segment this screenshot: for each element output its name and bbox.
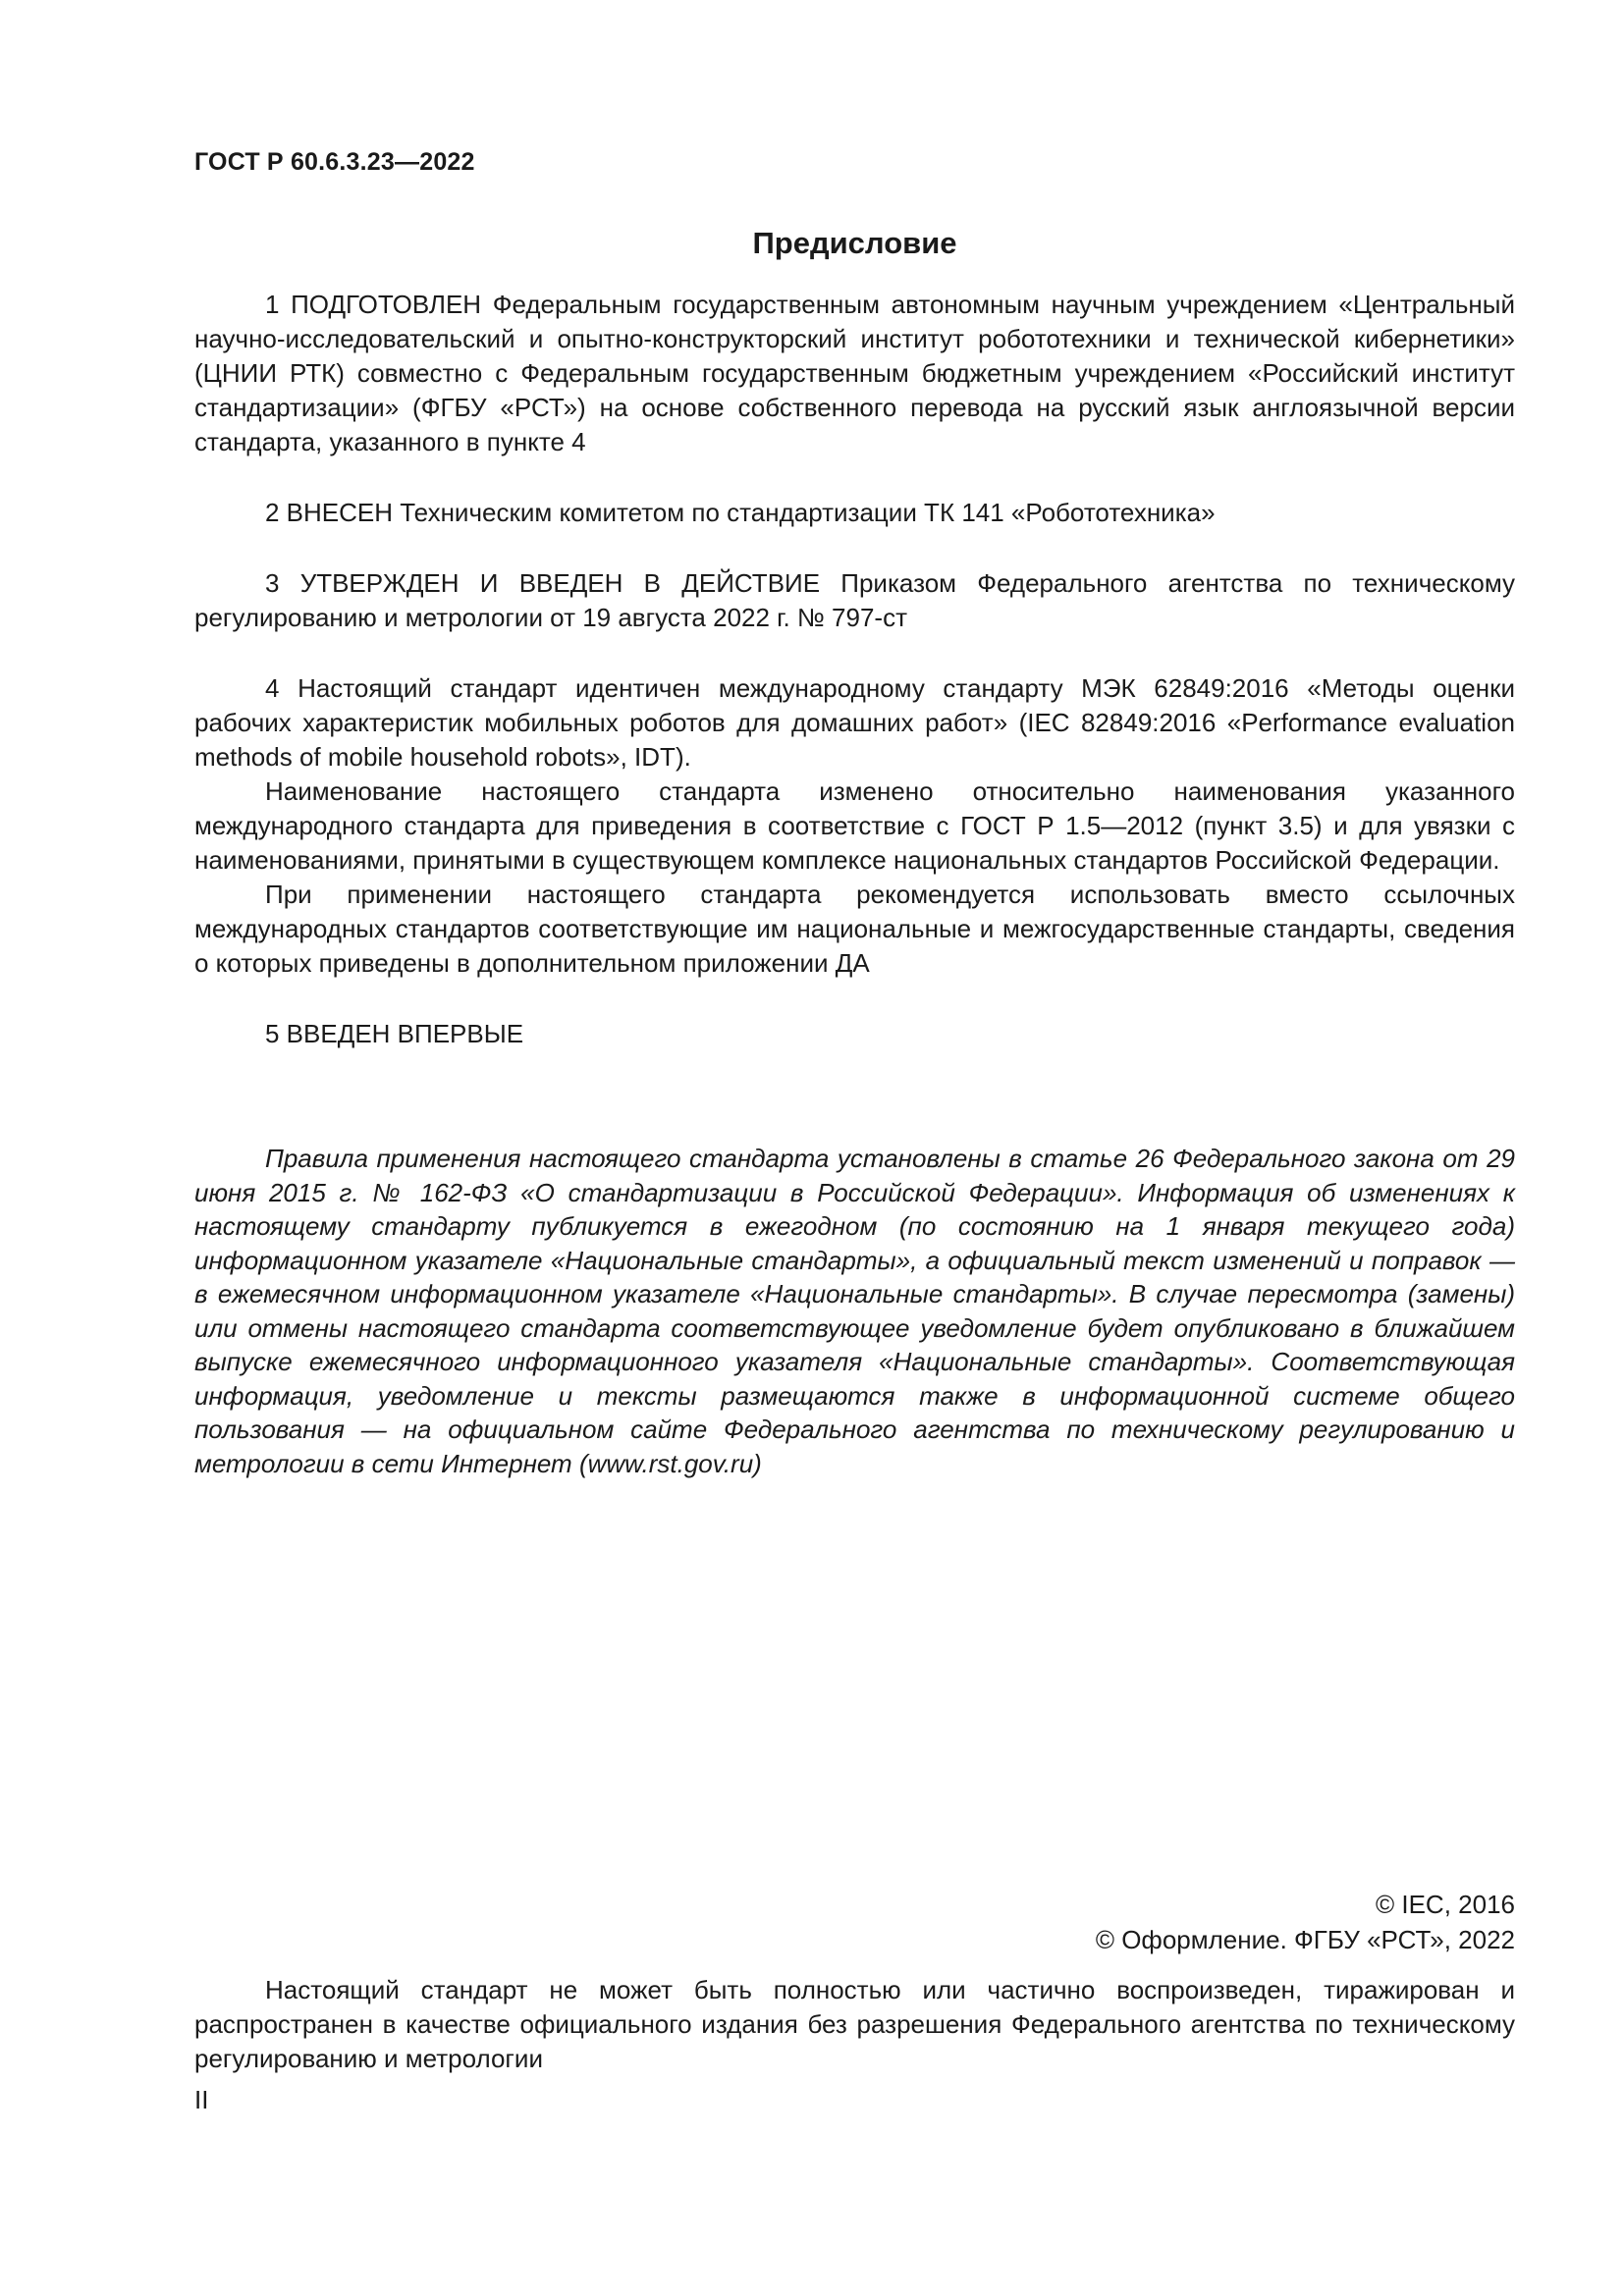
copyright-iec: © IEC, 2016 xyxy=(1375,1890,1515,1919)
paragraph-identical: 4 Настоящий стандарт идентичен международному стандарту МЭК 62849:2016 «Методы оценки рабочих характеристик мобильных роботов для домашних работ» (IEC 82849:2016 «Performance evaluation methods of mobile household robots», IDT). xyxy=(194,673,1515,772)
paragraph-introduced: 2 ВНЕСЕН Техническим комитетом по стандартизации ТК 141 «Робототехника» xyxy=(265,498,1216,527)
paragraph-first-introduced: 5 ВВЕДЕН ВПЕРВЫЕ xyxy=(265,1019,524,1048)
paragraph-prepared: 1 ПОДГОТОВЛЕН Федеральным государственным автономным научным учреждением «Центральный научно-исследовательский и опытно-конструкторский институт робототехники и технической кибернетики» (ЦНИИ РТК) совместно с Федеральным государственным бюджетным учреждением «Российский институт стандартизации» (ФГБУ «РСТ») на основе собственного перевода на русский язык англоязычной версии стандарта, указанного в пункте 4 xyxy=(194,290,1515,456)
paragraph-approved: 3 УТВЕРЖДЕН И ВВЕДЕН В ДЕЙСТВИЕ Приказом Федерального агентства по техническому регулированию и метрологии от 19 августа 2022 г. № 797-ст xyxy=(194,568,1515,632)
page-title: Предисловие xyxy=(752,226,957,260)
page-number: II xyxy=(194,2085,209,2114)
copyright-design: © Оформление. ФГБУ «РСТ», 2022 xyxy=(1095,1925,1515,1954)
paragraph-name-changed: Наименование настоящего стандарта изменено относительно наименования указанного международного стандарта для приведения в соответствие с ГОСТ Р 1.5—2012 (пункт 3.5) и для увязки с наименованиями, принятыми в существующем комплексе национальных стандартов Российской Федерации. xyxy=(194,776,1515,875)
reproduction-notice: Настоящий стандарт не может быть полностью или частично воспроизведен, тиражирован и распространен в качестве официального издания без разрешения Федерального агентства по техническому регулированию и метрологии xyxy=(194,1975,1515,2073)
paragraph-references: При применении настоящего стандарта рекомендуется использовать вместо ссылочных международных стандартов соответствующие им национальные и межгосударственные стандарты, сведения о которых приведены в дополнительном приложении ДА xyxy=(194,880,1515,978)
document-header: ГОСТ Р 60.6.3.23—2022 xyxy=(194,148,475,176)
application-rules-notice: Правила применения настоящего стандарта установлены в статье 26 Федерального закона от 29 июня 2015 г. № 162-ФЗ «О стандартизации в Российской Федерации». Информация об изменениях к настоящему стандарту публикуется в ежегодном (по состоянию на 1 января текущего года) информационном указателе «Национальные стандарты», а официальный текст изменений и поправок — в ежемесячном информационном указателе «Национальные стандарты». В случае пересмотра (замены) или отмены настоящего стандарта соответствующее уведомление будет опубликовано в ближайшем выпуске ежемесячного информационного указателя «Национальные стандарты». Соответствующая информация, уведомление и тексты размещаются также в информационной системе общего пользования — на официальном сайте Федерального агентства по техническому регулированию и метрологии в сети Интернет (www.rst.gov.ru) xyxy=(194,1144,1515,1478)
foreword-content xyxy=(194,288,1515,1051)
copyright-block xyxy=(1096,1887,1515,1957)
